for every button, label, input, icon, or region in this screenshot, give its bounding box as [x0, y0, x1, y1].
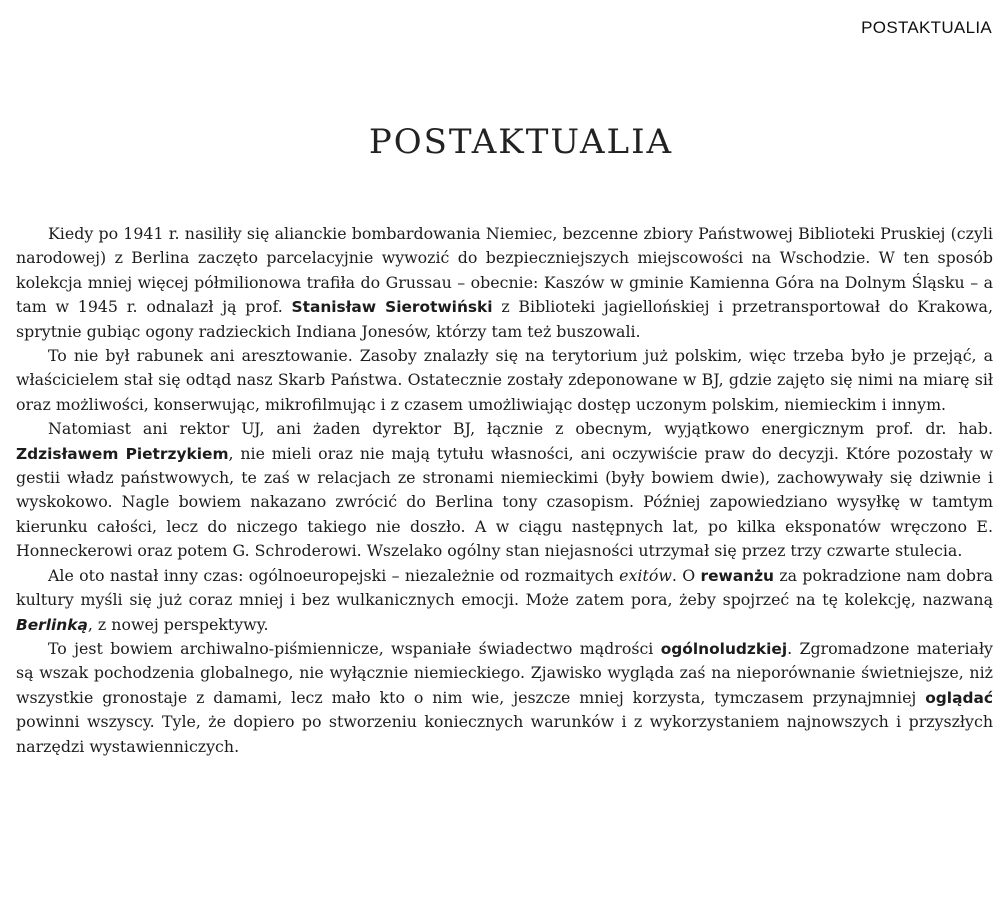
- italic-term: exitów: [619, 565, 672, 585]
- paragraph-4: [16, 564, 993, 637]
- text-run: Ale oto nastał inny czas: ogólnoeuropejski – niezależnie od rozmaitych: [48, 565, 620, 585]
- article-body: [16, 222, 993, 759]
- bold-term: oglądać: [925, 688, 993, 707]
- text-run: . Zgromadzone materiały są wszak pochodzenia globalnego, nie wyłącznie niemieckiego. Zjawisko wygląda zaś na nieporównanie świetniejsze, niż wszystkie gronostaje z damami, lecz mało kto o nim wie, jeszcze mniej korzysta, tymczasem przynajmniej: [16, 638, 993, 707]
- paragraph-5: [16, 637, 993, 759]
- paragraph-3: [16, 417, 993, 563]
- text-run: To nie był rabunek ani aresztowanie. Zasoby znalazły się na terytorium już polskim, więc trzeba było je przejąć, a właścicielem stał się odtąd nasz Skarb Państwa. Ostatecznie zostały zdeponowane w BJ, gdzie zajęto się nimi na miarę sił oraz możliwości, konserwując, mikrofilmując i z czasem umożliwiając dostęp uczonym polskim, niemieckim i innym.: [16, 346, 993, 414]
- running-header: POSTAKTUALIA: [861, 18, 992, 37]
- text-run: Kiedy po 1941 r. nasiliły się alianckie bombardowania Niemiec, bezcenne zbiory Państwowej Biblioteki Pruskiej (czyli narodowej) z Berlina zaczęto parcelacyjnie wywozić do bezpieczniejszych miejscowości na Wschodzie. W ten sposób kolekcja mniej więcej półmilionowa trafiła do Grussau – obecnie: Kaszów w gminie Kamienna Góra na Dolnym Śląsku – a tam w 1945 r. odnalazł ją prof.: [16, 224, 993, 317]
- text-run: z Biblioteki jagiellońskiej i przetransportował do Krakowa, sprytnie gubiąc ogony radzieckich Indiana Jonesów, którzy tam też buszowali.: [16, 297, 993, 341]
- person-name-bold: Stanisław Sierotwiński: [291, 298, 493, 317]
- bold-italic-term: Berlinką: [16, 615, 88, 634]
- bold-term: ogólnoludzkiej: [660, 639, 788, 658]
- text-run: powinni wszyscy. Tyle, że dopiero po stworzeniu koniecznych warunków i z wykorzystaniem najnowszych i przyszłych narzędzi wystawienniczych.: [16, 712, 993, 756]
- article-title: POSTAKTUALIA: [368, 122, 674, 162]
- text-run: , nie mieli oraz nie mają tytułu własności, ani oczywiście praw do decyzji. Które pozostały w gestii władz państwowych, te zaś w relacjach ze stronami niemieckimi (były bowiem dwie), zachowywały się dziwnie i wyskokowo. Nagle bowiem nakazano zwrócić do Berlina tony czasopism. Później zapowiedziano wysyłkę w tamtym kierunku całości, lecz do niczego takiego nie doszło. A w ciągu następnych lat, po kilka eksponatów wręczono E. Honneckerowi oraz potem G. Schroderowi. Wszelako ogólny stan niejasności utrzymał się przez trzy czwarte stulecia.: [16, 443, 993, 561]
- paragraph-1: [16, 222, 993, 344]
- person-name-bold: Zdzisławem Pietrzykiem: [16, 444, 229, 463]
- bold-term: rewanżu: [700, 566, 774, 585]
- text-run: Natomiast ani rektor UJ, ani żaden dyrektor BJ, łącznie z obecnym, wyjątkowo energicznym prof. dr. hab.: [48, 419, 993, 439]
- text-run: To jest bowiem archiwalno-piśmiennicze, wspaniałe świadectwo mądrości: [48, 638, 661, 658]
- text-run: za pokradzione nam dobra kultury myśli się już coraz mniej i bez wulkanicznych emocji. Może zatem pora, żeby spojrzeć na tę kolekcję, nazwaną: [16, 565, 993, 610]
- text-run: . O: [671, 565, 701, 585]
- text-run: , z nowej perspektywy.: [87, 614, 269, 634]
- paragraph-2: [16, 344, 993, 417]
